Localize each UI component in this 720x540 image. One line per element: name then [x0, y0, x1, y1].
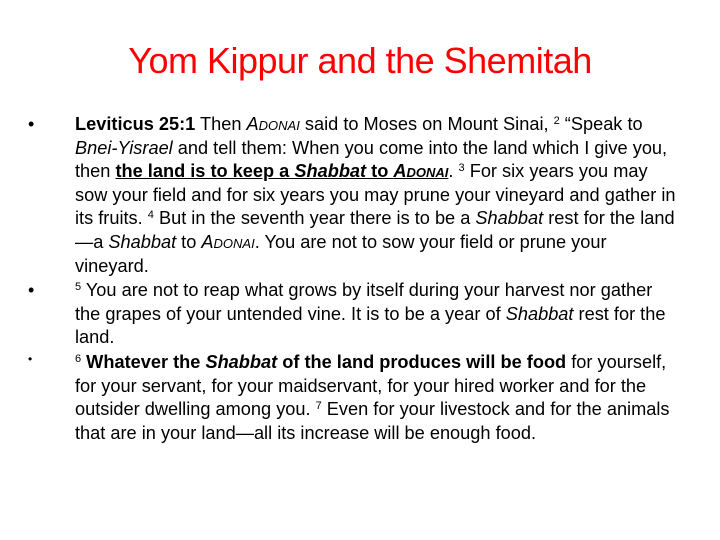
verse-text: rest for the land—a	[75, 208, 675, 252]
verse-number: 4	[147, 209, 154, 222]
emphasized-phrase: the land is to keep a Shabbat to Adonai	[115, 161, 449, 182]
bullet-verses-6-7	[28, 351, 678, 445]
slide-body	[28, 113, 678, 446]
verse-number: 2	[553, 115, 560, 127]
bullet-leviticus-25-1-4	[28, 113, 678, 278]
divine-name: Adonai	[246, 114, 300, 134]
verse-text: said to Moses on Mount Sinai,	[299, 114, 554, 134]
divine-name: Adonai	[201, 231, 255, 252]
emphasized-phrase: Whatever the Shabbat of the land produces will be food	[81, 351, 567, 372]
verse-text: .	[448, 161, 459, 182]
bullet-verse-5	[28, 279, 678, 350]
hebrew-term: Bnei-Yisrael	[75, 137, 173, 158]
verse-text: for yourself, for your servant, for your maidservant, for your hired worker and for the outsider dwelling among you.	[75, 351, 667, 420]
hebrew-term: Shabbat	[505, 303, 574, 324]
verse-text: Even for your livestock and for the animals that are in your land—all its increase will be enough food.	[75, 399, 670, 443]
verse-text: You are not to reap what grows by itself during your harvest nor gather the grapes of your untended vine. It is to be a year of	[75, 280, 653, 324]
bullet-dot: •	[28, 351, 33, 366]
bullet-dot: •	[28, 280, 35, 301]
hebrew-term: Shabbat	[108, 231, 177, 252]
verse-number: 6	[75, 352, 82, 365]
verse-number: 3	[458, 162, 465, 175]
hebrew-term: Shabbat	[475, 208, 544, 229]
verse-text: “Speak to	[559, 114, 643, 134]
verse-text: For six years you may sow your field and for six years you may prune your vineyard and gather in its fruits.	[75, 161, 676, 229]
verse-text: Then	[195, 114, 247, 134]
verse-text: But in the seventh year there is to be a	[153, 208, 476, 229]
scripture-reference: Leviticus 25:1	[75, 114, 196, 134]
verse-number: 5	[75, 281, 82, 294]
verse-text: to	[176, 231, 202, 252]
verse-text: . You are not to sow your field or prune your vineyard.	[75, 231, 607, 276]
slide-title: Yom Kippur and the Shemitah	[128, 40, 592, 81]
verse-text: rest for the land.	[75, 303, 666, 348]
bullet-dot: •	[28, 114, 35, 134]
verse-number: 7	[315, 400, 322, 413]
verse-text: and tell them: When you come into the land which I give you, then	[75, 137, 668, 182]
